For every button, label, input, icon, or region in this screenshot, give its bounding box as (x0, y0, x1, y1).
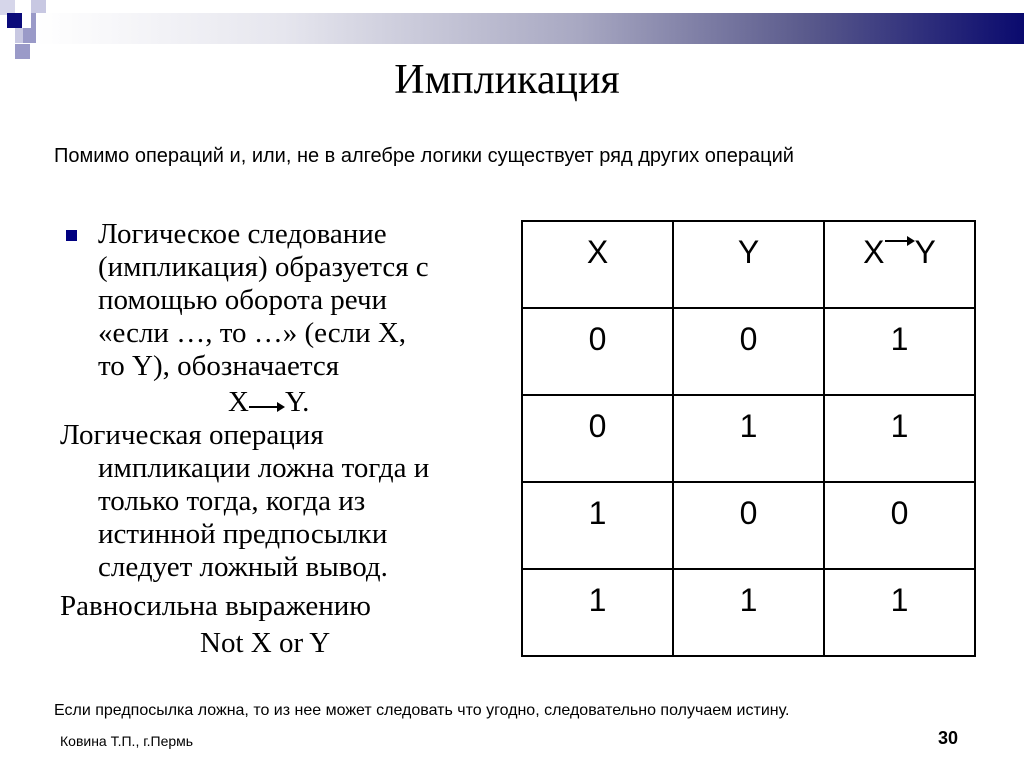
text-line: истинной предпосылки (98, 518, 388, 550)
text-line: следует ложный вывод. (98, 551, 388, 583)
cell: 0 (673, 308, 824, 395)
equivalence-expression: Not X or Y (200, 627, 331, 659)
truth-table (521, 220, 976, 657)
cell: 0 (522, 395, 673, 482)
author: Ковина Т.П., г.Пермь (60, 733, 194, 749)
arrow-right-icon (885, 235, 915, 245)
cell: 1 (824, 569, 975, 656)
cell: 1 (824, 395, 975, 482)
cell: 1 (522, 482, 673, 569)
paragraph-2 (60, 419, 510, 584)
slide-title: Импликация (394, 57, 620, 103)
bullet-icon (66, 230, 77, 241)
text-line: то Y), обозначается (98, 350, 340, 382)
notation-x: X (228, 386, 249, 418)
header-implication (824, 221, 975, 308)
definition-text (60, 218, 510, 660)
table-row (522, 569, 975, 656)
table-row (522, 482, 975, 569)
cell: 1 (673, 395, 824, 482)
text-line: Логическая операция (60, 419, 324, 451)
cell: 1 (673, 569, 824, 656)
table-row (522, 395, 975, 482)
cell: 1 (824, 308, 975, 395)
bullet-paragraph (60, 218, 510, 419)
cell: 0 (824, 482, 975, 569)
header-x-part: X (863, 234, 885, 270)
text-line: «если …, то …» (если X, (98, 317, 407, 349)
text-line: только тогда, когда из (98, 485, 366, 517)
text-line: Логическое следование (98, 218, 387, 250)
cell: 0 (673, 482, 824, 569)
cell: 0 (522, 308, 673, 395)
table-row (522, 308, 975, 395)
page-number: 30 (938, 728, 959, 748)
header-y-part: Y (914, 234, 936, 270)
text-line: помощью оборота речи (98, 284, 388, 316)
text-line: импликации ложна тогда и (98, 452, 430, 484)
footnote: Если предпосылка ложна, то из нее может следовать что угодно, следовательно получаем истину. (54, 702, 790, 719)
table-header-row (522, 221, 975, 308)
cell: 1 (522, 569, 673, 656)
notation-y: Y. (284, 386, 310, 418)
header-x: X (522, 221, 673, 308)
equivalence-label: Равносильна выражению (60, 590, 371, 622)
header-y: Y (673, 221, 824, 308)
arrow-right-icon (249, 401, 285, 411)
text-line: (импликация) образуется с (98, 251, 429, 283)
subtitle: Помимо операций и, или, не в алгебре логики существует ряд других операций (54, 145, 794, 167)
implication-notation (60, 386, 510, 419)
